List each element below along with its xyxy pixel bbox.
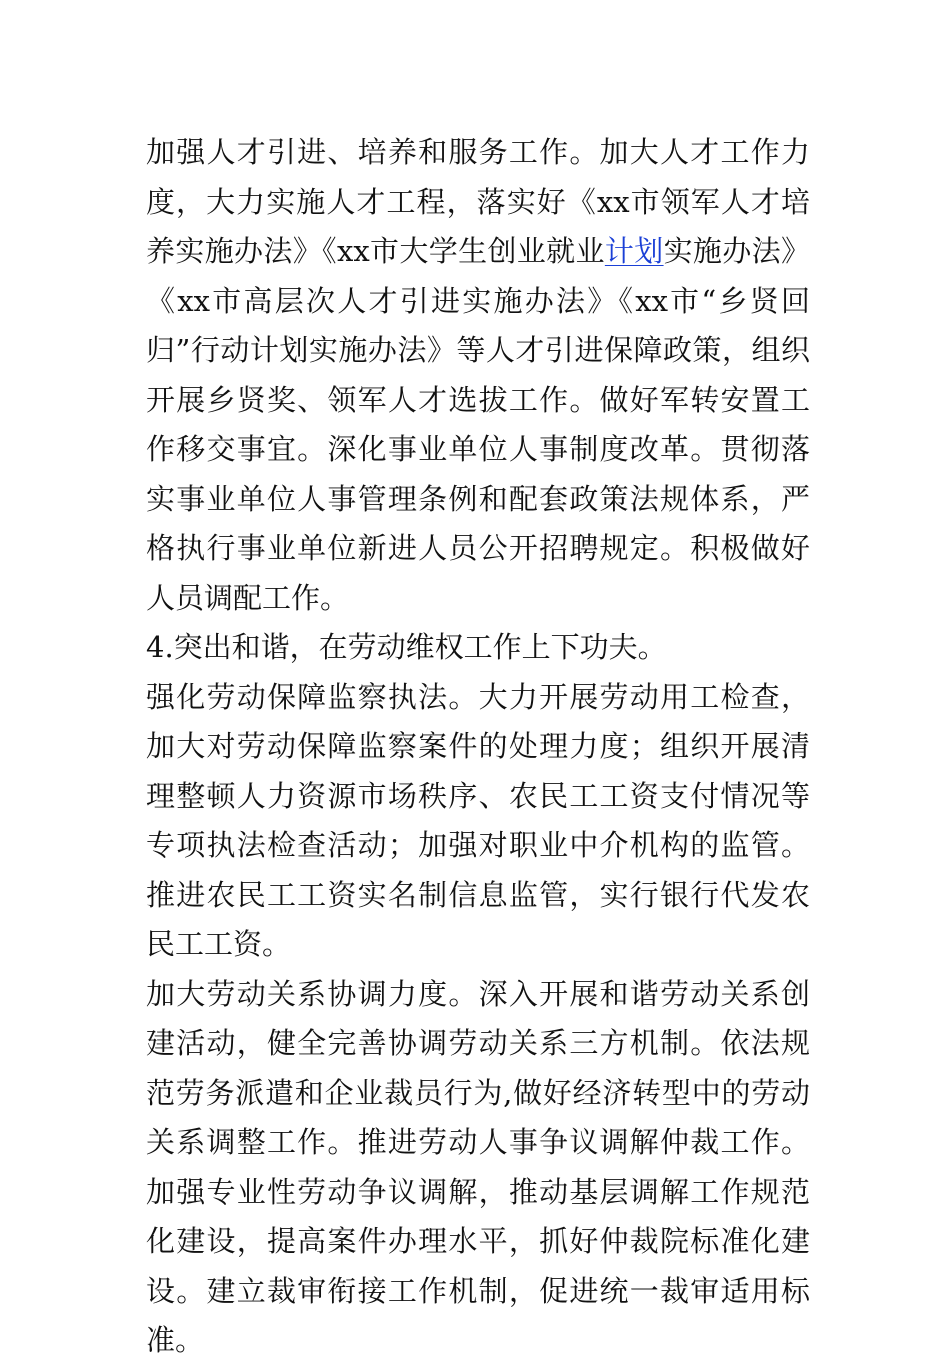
paragraph-talent-work (146, 128, 810, 623)
paragraph-labor-supervision: 强化劳动保障监察执法。大力开展劳动用工检查，加大对劳动保障监察案件的处理力度；组织开展清理整顿人力资源市场秩序、农民工工资支付情况等专项执法检查活动；加强对职业中介机构的监管。推进农民工工资实名制信息监管，实行银行代发农民工工资。 (146, 679, 810, 961)
plan-link[interactable]: 计划 (604, 234, 664, 268)
paragraph-text-before-link: 加强人才引进、培养和服务工作。加大人才工作力度，大力实施人才工程，落实好《xx市领军人才培养实施办法》《xx市大学生创业就业 (146, 135, 810, 268)
paragraph-labor-relations: 加大劳动关系协调力度。深入开展和谐劳动关系创建活动，健全完善协调劳动关系三方机制。依法规范劳务派遣和企业裁员行为,做好经济转型中的劳动关系调整工作。推进劳动人事争议调解仲裁工作。加强专业性劳动争议调解，推动基层调解工作规范化建设，提高案件办理水平，抓好仲裁院标准化建设。建立裁审衔接工作机制，促进统一裁审适用标准。 (146, 976, 810, 1357)
document-body (146, 128, 810, 1366)
section-heading: 4.突出和谐，在劳动维权工作上下功夫。 (146, 630, 667, 664)
paragraph-text-after-link: 实施办法》《xx市高层次人才引进实施办法》《xx市“乡贤回归”行动计划实施办法》等人才引进保障政策，组织开展乡贤奖、领军人才选拔工作。做好军转安置工作移交事宜。深化事业单位人事制度改革。贯彻落实事业单位人事管理条例和配套政策法规体系，严格执行事业单位新进人员公开招聘规定。积极做好人员调配工作。 (146, 234, 810, 615)
